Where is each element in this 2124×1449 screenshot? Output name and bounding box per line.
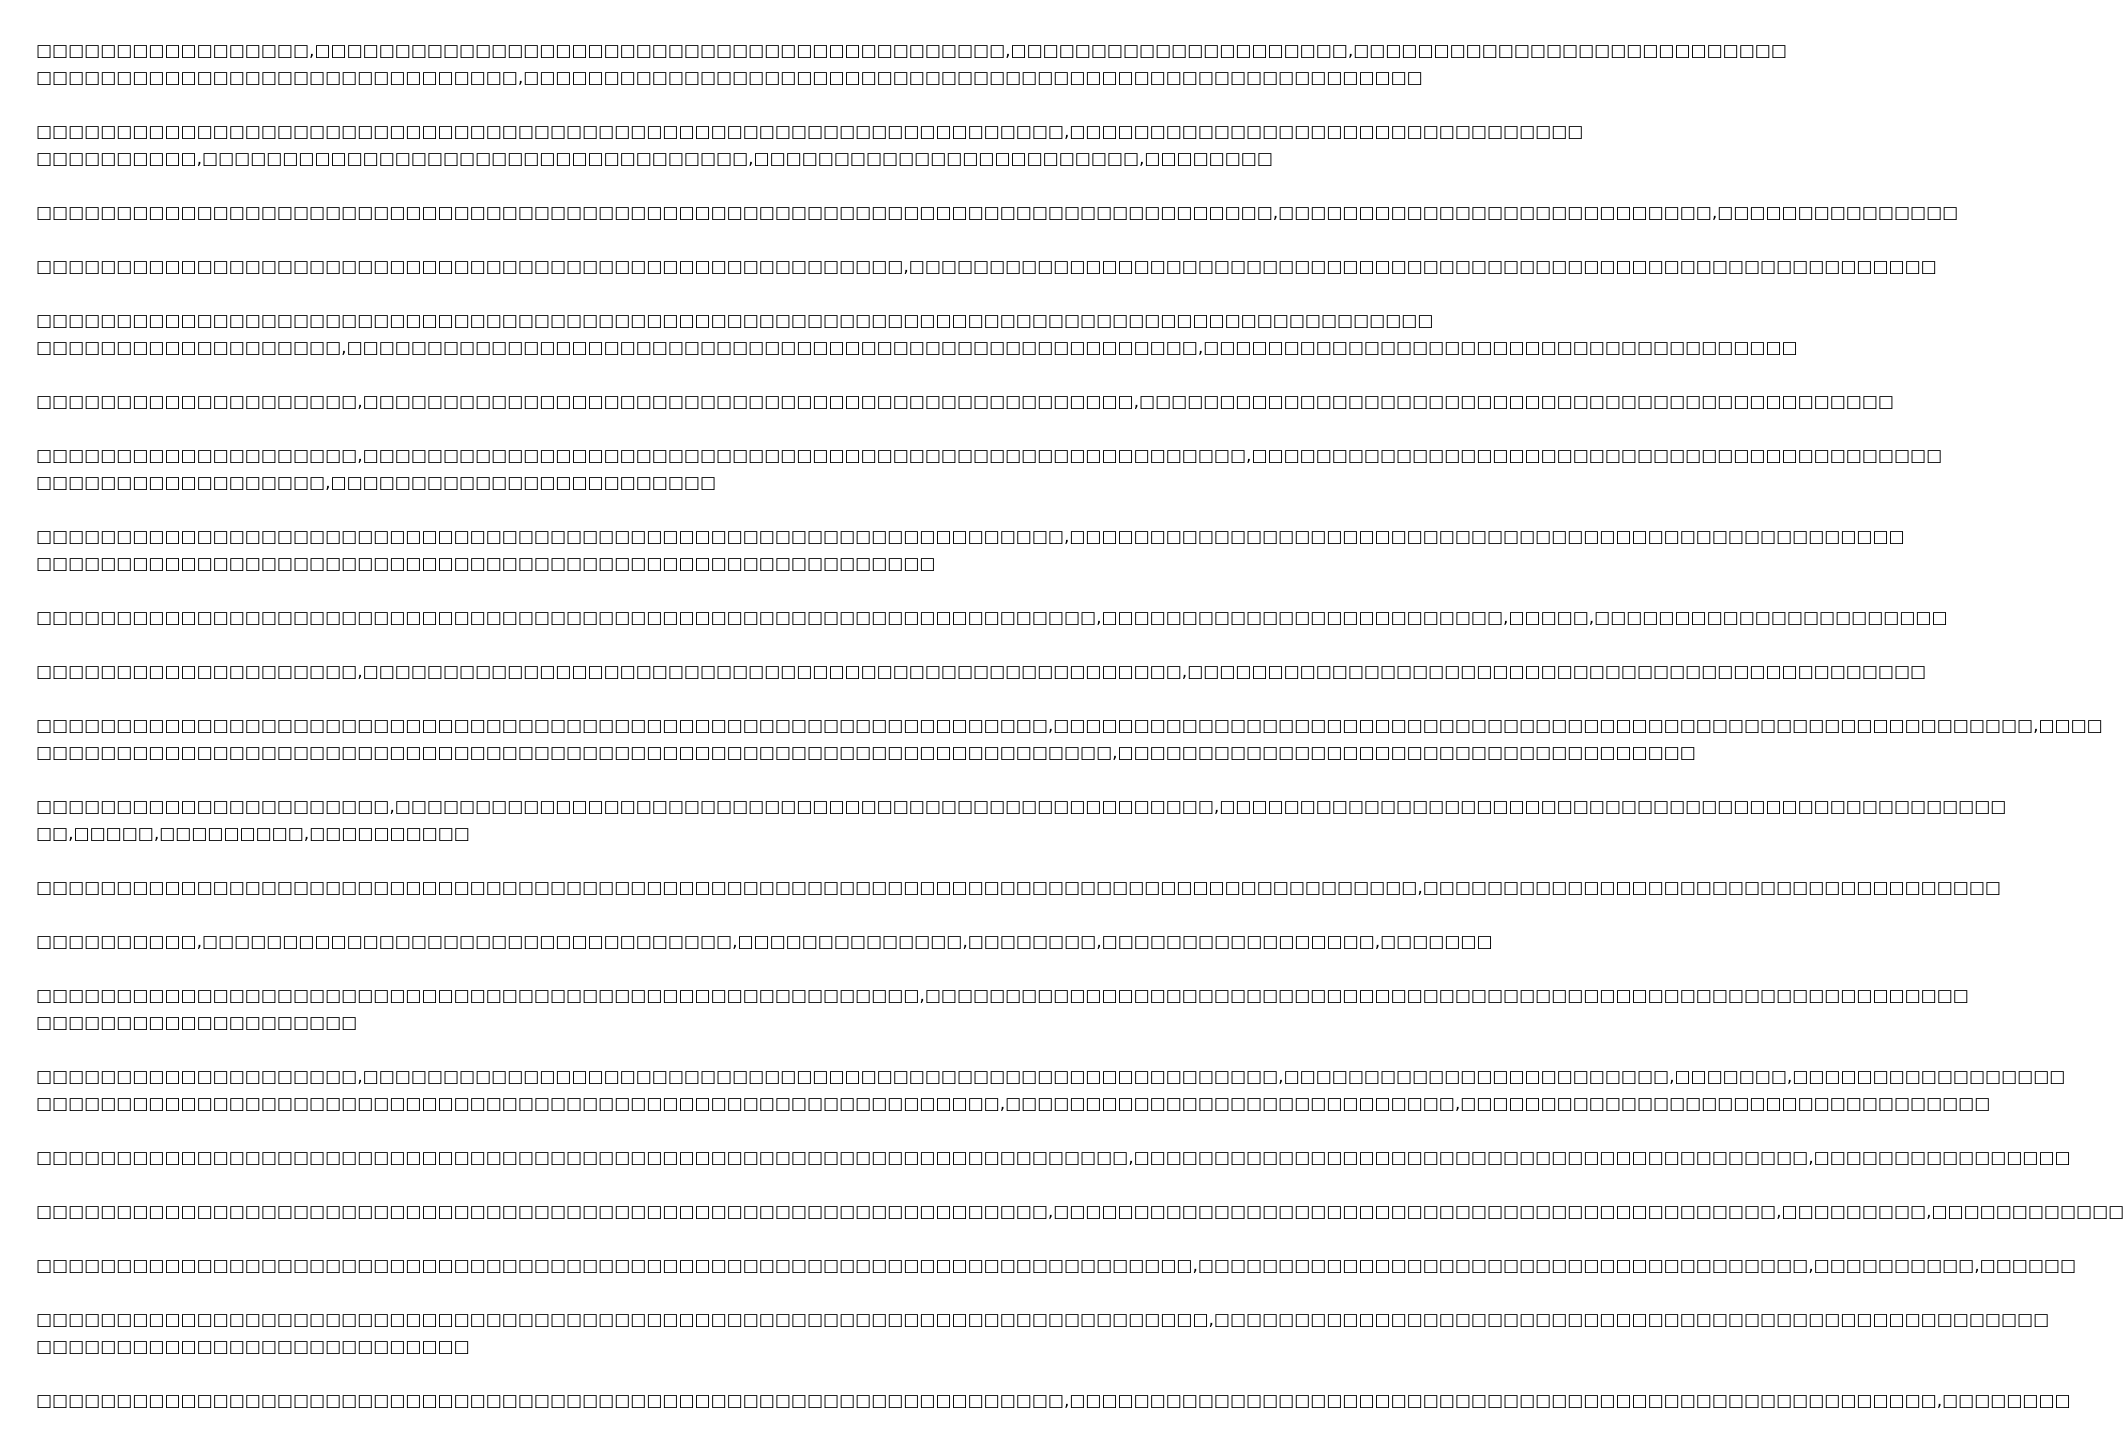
paragraph <box>36 794 2007 848</box>
paragraph <box>36 38 1787 92</box>
paragraph <box>36 1253 2077 1280</box>
paragraph <box>36 254 1937 281</box>
text-line: □□□□□□□□□□□□□□□□□□□□□□□□□□□ <box>36 1337 470 1357</box>
text-line: □□□□□□□□□□,□□□□□□□□□□□□□□□□□□□□□□□□□□□□□□□□□,□□□□□□□□□□□□□□,□□□□□□□□,□□□□□□□□□□□□□□□□□,□□□□□□□ <box>36 932 1493 952</box>
text-line: □□□□□□□□□□□□□□□□□,□□□□□□□□□□□□□□□□□□□□□□□□□□□□□□□□□□□□□□□□□□□,□□□□□□□□□□□□□□□□□□□□□,□□□□□□□□□□□□□□□□□□□□□□□□□□□ <box>36 41 1787 61</box>
document-body <box>36 38 2124 1442</box>
text-line: □□,□□□□□,□□□□□□□□□,□□□□□□□□□□ <box>36 824 470 844</box>
paragraph <box>36 389 1894 416</box>
text-line: □□□□□□□□□□□□□□□□□□□□□□□□□□□□□□□□□□□□□□□□□□□□□□□□□□□□□□,□□□□□□□□□□□□□□□□□□□□□□□□□□□□□□□□□□□□□□□□□□□□□□□□□□□□□□□□□□□□□□□□ <box>36 257 1937 277</box>
text-line: □□□□□□□□□□□□□□□□□□□□□□□□□□□□□□□□□□□□□□□□□□□□□□□□□□□□□□□□□□□□□□□□,□□□□□□□□□□□□□□□□□□□□□□□□□□□□□□□□□□□□□□□□□□□□□□□□□□□□ <box>36 527 1905 547</box>
text-line: □□□□□□□□□□□□□□□□□□,□□□□□□□□□□□□□□□□□□□□□□□□ <box>36 473 717 493</box>
text-line: □□□□□□□□□□□□□□□□□□□□ <box>36 1013 358 1033</box>
text-line: □□□□□□□□□□□□□□□□□□□□,□□□□□□□□□□□□□□□□□□□□□□□□□□□□□□□□□□□□□□□□□□□□□□□□□□□,□□□□□□□□□□□□□□□□□□□□□□□□□□□□□□□□□□□□□□□□□□□□□□ <box>36 662 1927 682</box>
paragraph <box>36 1064 2066 1118</box>
text-line: □□□□□□□□□□□□□□□□□□□□□□□□□□□□□□□□□□□□□□□□□□□□□□□□□□□□□□□□□□□□,□□□□□□□□□□□□□□□□□□□□□□□□□□□□,□□□□□□□□□□□□□□□□□□□□□□□□□□□□□□□□□ <box>36 1094 1991 1114</box>
text-line: □□□□□□□□□□□□□□□□□□□□□□□□□□□□□□,□□□□□□□□□□□□□□□□□□□□□□□□□□□□□□□□□□□□□□□□□□□□□□□□□□□□□□□□ <box>36 68 1423 88</box>
paragraph <box>36 1199 2124 1226</box>
paragraph <box>36 983 1969 1037</box>
text-line: □□□□□□□□□□□□□□□□□□□□□□,□□□□□□□□□□□□□□□□□□□□□□□□□□□□□□□□□□□□□□□□□□□□□□□□□□□,□□□□□□□□□□□□□□□□□□□□□□□□□□□□□□□□□□□□□□□□□□□□□□□□□ <box>36 797 2007 817</box>
paragraph <box>36 929 1493 956</box>
text-line: □□□□□□□□□□□□□□□□□□□□□□□□□□□□□□□□□□□□□□□□□□□□□□□□□□□□□□□□ <box>36 554 936 574</box>
paragraph <box>36 659 1927 686</box>
text-line: □□□□□□□□□□□□□□□□□□□□,□□□□□□□□□□□□□□□□□□□□□□□□□□□□□□□□□□□□□□□□□□□□□□□□□□□□□□□□□,□□□□□□□□□□□□□□□□□□□□□□□□,□□□□□□□,□□□□□□□□□□□□□□□□□ <box>36 1067 2066 1087</box>
paragraph <box>36 1307 2050 1361</box>
paragraph <box>36 524 1905 578</box>
text-line: □□□□□□□□□□□□□□□□□□□□□□□□□□□□□□□□□□□□□□□□□□□□□□□□□□□□□□□□□□□□□□□□,□□□□□□□□□□□□□□□□□□□□□□□□□□□□□□□□ <box>36 122 1584 142</box>
text-line: □□□□□□□□□□□□□□□□□□□□□□□□□□□□□□□□□□□□□□□□□□□□□□□□□□□□□□□□□□□□□□□□,□□□□□□□□□□□□□□□□□□□□□□□□□□□□□□□□□□□□□□□□□□□□□□□□□□□□□□,□□□□□□□□ <box>36 1391 2071 1411</box>
text-line: □□□□□□□□□□□□□□□□□□□□□□□□□□□□□□□□□□□□□□□□□□□□□□□□□□□□□□□□□□□□□□□□□□□□□□□□□□□□□□□□□□□□□□□ <box>36 311 1434 331</box>
paragraph <box>36 119 1584 173</box>
text-line: □□□□□□□□□□□□□□□□□□□,□□□□□□□□□□□□□□□□□□□□□□□□□□□□□□□□□□□□□□□□□□□□□□□□□□□□□,□□□□□□□□□□□□□□□□□□□□□□□□□□□□□□□□□□□□□ <box>36 338 1798 358</box>
text-line: □□□□□□□□□□□□□□□□□□□□□□□□□□□□□□□□□□□□□□□□□□□□□□□□□□□□□□□□□□□□□□□□□□□□□□□□□,□□□□□□□□□□□□□□□□□□□□□□□□□□□□□□□□□□□□□□□□□□□□□□□□□□□□ <box>36 1310 2050 1330</box>
text-line: □□□□□□□□□□□□□□□□□□□□□□□□□□□□□□□□□□□□□□□□□□□□□□□□□□□□□□□□□□□□□□□□□□□□□□□□□□□□□□□□□□□□□□,□□□□□□□□□□□□□□□□□□□□□□□□□□□□□□□□□□□□ <box>36 878 2001 898</box>
paragraph <box>36 605 1948 632</box>
text-line: □□□□□□□□□□□□□□□□□□□□□□□□□□□□□□□□□□□□□□□□□□□□□□□□□□□□□□□□□□□□□□□□□□□,□□□□□□□□□□□□□□□□□□□□□□□□□□□□□□□□□□□□ <box>36 743 1696 763</box>
paragraph <box>36 1145 2071 1172</box>
text-line: □□□□□□□□□□□□□□□□□□□□□□□□□□□□□□□□□□□□□□□□□□□□□□□□□□□□□□□□□□□□□□□□□□□□□□□□□□□□□,□□□□□□□□□□□□□□□□□□□□□□□□□□□,□□□□□□□□□□□□□□□ <box>36 203 1959 223</box>
text-line: □□□□□□□□□□□□□□□□□□□□□□□□□□□□□□□□□□□□□□□□□□□□□□□□□□□□□□□□□□□□□□□,□□□□□□□□□□□□□□□□□□□□□□□□□□□□□□□□□□□□□□□□□□□□□□□□□□□□□□□□□□□□□,□□□□ <box>36 716 2103 736</box>
text-line: □□□□□□□□□□□□□□□□□□□□,□□□□□□□□□□□□□□□□□□□□□□□□□□□□□□□□□□□□□□□□□□□□□□□□□□□□□□□,□□□□□□□□□□□□□□□□□□□□□□□□□□□□□□□□□□□□□□□□□□□ <box>36 446 1943 466</box>
text-line: □□□□□□□□□□□□□□□□□□□□□□□□□□□□□□□□□□□□□□□□□□□□□□□□□□□□□□□□□□□□□□□□□□□□,□□□□□□□□□□□□□□□□□□□□□□□□□□□□□□□□□□□□□□□□□□,□□□□□□□□□□□□□□□□ <box>36 1148 2071 1168</box>
text-line: □□□□□□□□□□□□□□□□□□□□□□□□□□□□□□□□□□□□□□□□□□□□□□□□□□□□□□□□□□□□□□□□□□,□□□□□□□□□□□□□□□□□□□□□□□□□,□□□□□,□□□□□□□□□□□□□□□□□□□□□□ <box>36 608 1948 628</box>
text-line: □□□□□□□□□□,□□□□□□□□□□□□□□□□□□□□□□□□□□□□□□□□□□,□□□□□□□□□□□□□□□□□□□□□□□□,□□□□□□□□ <box>36 149 1273 169</box>
text-line: □□□□□□□□□□□□□□□□□□□□,□□□□□□□□□□□□□□□□□□□□□□□□□□□□□□□□□□□□□□□□□□□□□□□□,□□□□□□□□□□□□□□□□□□□□□□□□□□□□□□□□□□□□□□□□□□□□□□□ <box>36 392 1894 412</box>
paragraph <box>36 1388 2071 1415</box>
text-line: □□□□□□□□□□□□□□□□□□□□□□□□□□□□□□□□□□□□□□□□□□□□□□□□□□□□□□□□□□□□□□□□□□□□□□□□,□□□□□□□□□□□□□□□□□□□□□□□□□□□□□□□□□□□□□□,□□□□□□□□□□,□□□□□□ <box>36 1256 2077 1276</box>
paragraph <box>36 443 1943 497</box>
text-line: □□□□□□□□□□□□□□□□□□□□□□□□□□□□□□□□□□□□□□□□□□□□□□□□□□□□□□□□□□□□□□□,□□□□□□□□□□□□□□□□□□□□□□□□□□□□□□□□□□□□□□□□□□□□□,□□□□□□□□□,□□□□□□□□□□□□ <box>36 1202 2124 1222</box>
paragraph <box>36 200 1959 227</box>
paragraph <box>36 713 2103 767</box>
paragraph <box>36 875 2001 902</box>
text-line: □□□□□□□□□□□□□□□□□□□□□□□□□□□□□□□□□□□□□□□□□□□□□□□□□□□□□□□,□□□□□□□□□□□□□□□□□□□□□□□□□□□□□□□□□□□□□□□□□□□□□□□□□□□□□□□□□□□□□□□□□ <box>36 986 1969 1006</box>
paragraph <box>36 308 1798 362</box>
